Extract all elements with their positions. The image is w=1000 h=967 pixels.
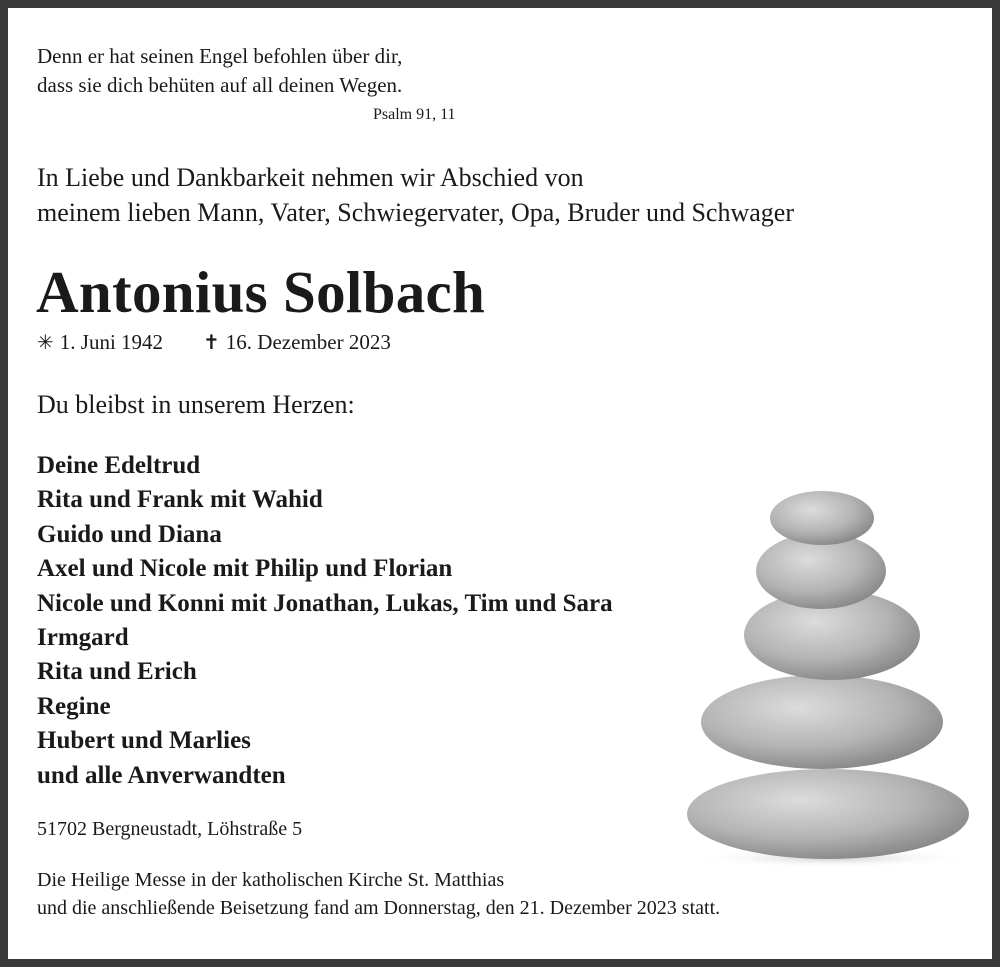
verse-line-1: Denn er hat seinen Engel befohlen über dir,: [37, 44, 403, 68]
birth-star-icon: ✳: [37, 330, 54, 354]
stone-bottom: [687, 769, 969, 859]
mourner-item: Rita und Frank mit Wahid: [37, 486, 323, 514]
address: 51702 Bergneustadt, Löhstraße 5: [37, 818, 303, 840]
mass-line-2: und die anschließende Beisetzung fand am Donnerstag, den 21. Dezember 2023 statt.: [37, 897, 721, 919]
heart-line: Du bleibst in unserem Herzen:: [37, 390, 355, 419]
intro-line-1: In Liebe und Dankbarkeit nehmen wir Abschied von: [37, 163, 584, 192]
bible-verse: [37, 42, 402, 100]
intro-line-2: meinem lieben Mann, Vater, Schwiegervater, Opa, Bruder und Schwager: [37, 198, 794, 227]
verse-line-2: dass sie dich behüten auf all deinen Wegen.: [37, 73, 403, 97]
birth-date: 1. Juni 1942: [59, 330, 164, 354]
mourners-list: [37, 449, 613, 793]
mourner-item: Regine: [37, 692, 111, 720]
mourner-item: Deine Edeltrud: [37, 452, 201, 479]
mourner-item: Axel und Nicole mit Philip und Florian: [37, 555, 453, 583]
mourner-item: und alle Anverwandten: [37, 761, 286, 789]
stone-top: [770, 491, 874, 545]
mourner-item: Guido und Diana: [37, 520, 222, 548]
death-cross-icon: ✝: [203, 330, 220, 354]
mourner-item: Irmgard: [37, 623, 129, 651]
mass-line-1: Die Heilige Messe in der katholischen Kirche St. Matthias: [37, 869, 505, 891]
stacked-stones-image: [682, 484, 972, 874]
farewell-intro: [37, 160, 794, 230]
deceased-name: Antonius Solbach: [36, 259, 486, 325]
death-date: 16. Dezember 2023: [225, 330, 391, 354]
mourner-item: Hubert und Marlies: [37, 727, 251, 755]
mourner-item: Nicole und Konni mit Jonathan, Lukas, Tim und Sara: [37, 589, 613, 617]
funeral-notice: [37, 866, 720, 922]
mourner-item: Rita und Erich: [37, 658, 197, 686]
stone-lower-middle: [701, 675, 943, 769]
verse-reference: Psalm 91, 11: [373, 106, 456, 123]
life-dates: [37, 330, 391, 355]
